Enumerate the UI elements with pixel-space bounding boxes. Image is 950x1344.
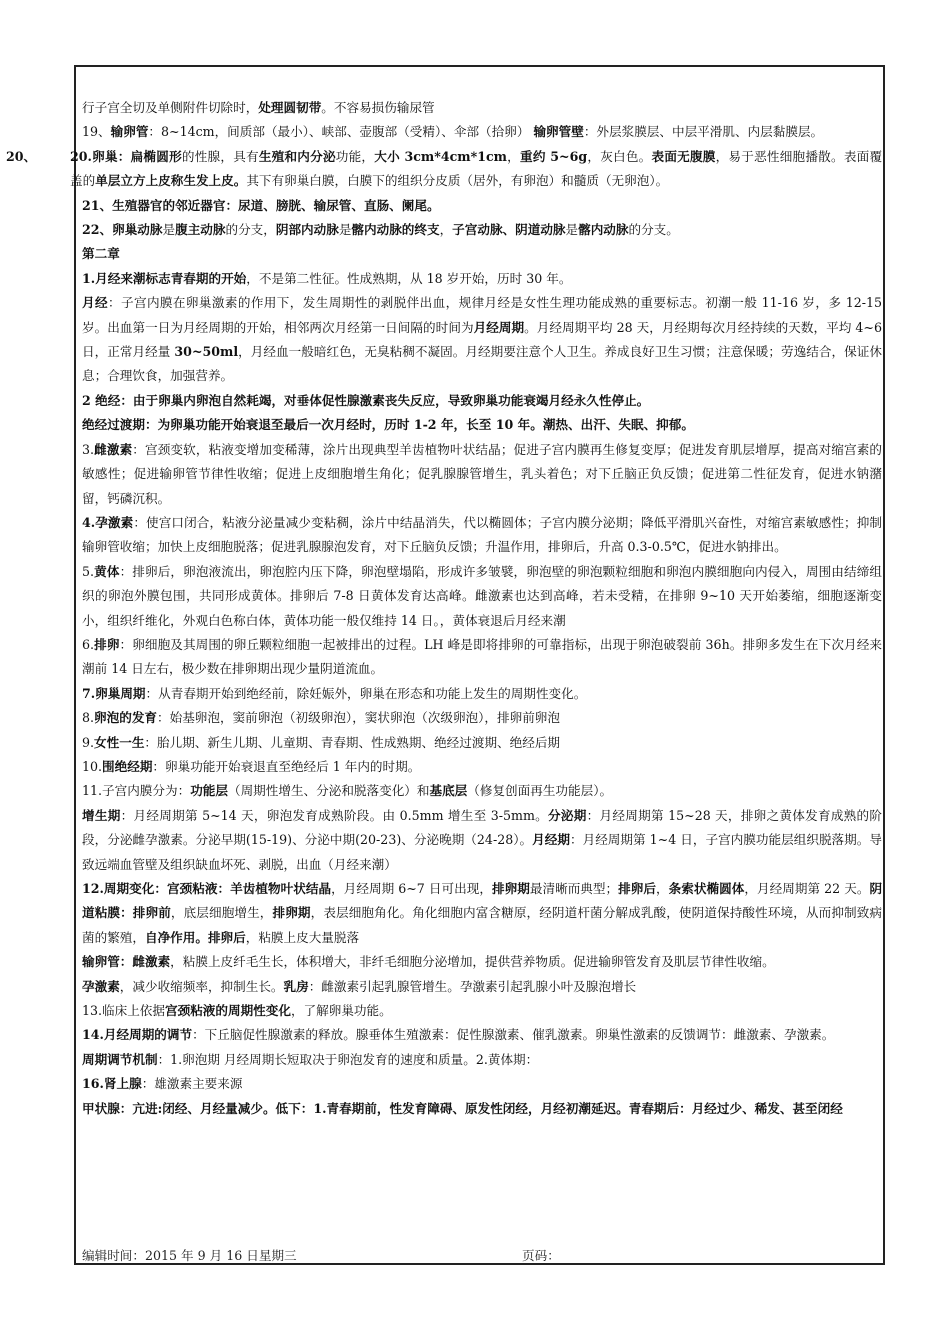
- section-number-20: 20、: [6, 148, 37, 164]
- paragraph-11-endometrium: 11.子宫内膜分为：功能层（周期性增生、分泌和脱落变化）和基底层（修复创面再生功能层）。: [82, 783, 613, 799]
- edit-time: 编辑时间：2015 年 9 月 16 日星期三: [82, 1248, 297, 1263]
- chapter-heading: 第二章: [82, 246, 120, 262]
- paragraph-7-ovarian-cycle: 7.卵巢周期：从青春期开始到绝经前，除妊娠外，卵巢在形态和功能上发生的周期性变化。: [82, 685, 587, 701]
- paragraph-regulation-mechanism: 周期调节机制：1.卵泡期 月经周期长短取决于卵泡发育的速度和质量。2.黄体期：: [82, 1051, 539, 1067]
- paragraph-1-menarche: 1.月经来潮标志青春期的开始，不是第二性征。性成熟期，从 18 岁开始，历时 30 年。: [82, 270, 572, 286]
- paragraph-proliferative-phase: 增生期：月经周期第 5~14 天，卵泡发育成熟阶段。由 0.5mm 增生至 3-5mm。分泌期：月经周期第 15~28 天，排卵之黄体发育成熟的阶段，分泌雌孕激素。分泌早期(15-19)、分泌中期(20-23)、分泌晚期（24-28）。月经期：月经周期第 1~4 日，子宫内膜功能层组织脱落期。导致远端血管壁及组织缺血坏死、剥脱，出血（月经来潮）: [82, 807, 883, 872]
- paragraph-14-cycle-regulation: 14.月经周期的调节：下丘脑促性腺激素的释放。腺垂体生殖激素：促性腺激素、催乳激素。卵巢性激素的反馈调节：雌激素、孕激素。: [82, 1027, 835, 1043]
- paragraph-12-cyclic-changes: 12.周期变化：宫颈粘液：羊齿植物叶状结晶，月经周期 6~7 日可出现，排卵期最清晰而典型；排卵后，条索状椭圆体，月经周期第 22 天。阴道粘膜：排卵前，底层细胞增生，排卵期，表层细胞角化。角化细胞内富含糖原，经阴道杆菌分解成乳酸，使阴道保持酸性环境，从而抑制致病菌的繁殖，自净作用。排卵后，粘膜上皮大量脱落: [82, 881, 883, 945]
- page-footer: [82, 1246, 560, 1266]
- paragraph-thyroid: 甲状腺：亢进:闭经、月经量减少。低下：1.青春期前，性发育障碍、原发性闭经，月经初潮延迟。青春期后：月经过少、稀发、甚至闭经: [82, 1100, 843, 1116]
- document-body: [6, 96, 883, 1121]
- paragraph-oviduct-estrogen: 输卵管：雌激素，粘膜上皮纤毛生长，体积增大，非纤毛细胞分泌增加，提供营养物质。促进输卵管发育及肌层节律性收缩。: [82, 954, 775, 970]
- paragraph-perimenopause-transition: 绝经过渡期：为卵巢功能开始衰退至最后一次月经时，历时 1-2 年，长至 10 年。潮热、出汗、失眠、抑郁。: [82, 417, 694, 433]
- paragraph-20-ovary: 20、 20.卵巢：扁椭圆形的性腺，具有生殖和内分泌功能，大小 3cm*4cm*1cm，重约 5~6g，灰白色。表面无腹膜，易于恶性细胞播散。表面覆盖的单层立方上皮称生发上皮。其下有卵巢白膜，白膜下的组织分皮质（居外，有卵泡）和髓质（无卵泡）。: [82, 145, 882, 194]
- paragraph-9-life-stages: 9.女性一生：胎儿期、新生儿期、儿童期、青春期、性成熟期、绝经过渡期、绝经后期: [82, 734, 560, 750]
- paragraph-8-follicle: 8.卵泡的发育：始基卵泡，窦前卵泡（初级卵泡），窦状卵泡（次级卵泡），排卵前卵泡: [82, 710, 560, 726]
- paragraph-19-oviduct: 19、输卵管：8~14cm，间质部（最小）、峡部、壶腹部（受精）、伞部（拾卵） 输卵管壁：外层浆膜层、中层平滑肌、内层黏膜层。: [82, 124, 824, 140]
- paragraph-16-adrenal: 16.肾上腺：雄激素主要来源: [82, 1076, 243, 1092]
- paragraph-3-estrogen: 3.雌激素：宫颈变软，粘液变增加变稀薄，涂片出现典型羊齿植物叶状结晶；促进子宫内膜再生修复变厚；促进发育肌层增厚，提高对缩宫素的敏感性；促进输卵管节律性收缩；促进上皮细胞增生角化；促乳腺腺管增生，乳头着色；对下丘脑正负反馈；促进第二性征发育，促进水钠潴留，钙磷沉积。: [82, 441, 883, 506]
- paragraph-10-perimenopause: 10.围绝经期：卵巢功能开始衰退直至绝经后 1 年内的时期。: [82, 758, 421, 774]
- paragraph-5-corpus-luteum: 5.黄体：排卵后，卵泡液流出，卵泡腔内压下降，卵泡壁塌陷，形成许多皱襞，卵泡壁的卵泡颗粒细胞和卵泡内膜细胞向内侵入，周围由结缔组织的卵泡外膜包围，共同形成黄体。排卵后 7-8 日黄体发育达高峰。雌激素也达到高峰，若未受精，在排卵 9~10 天开始萎缩，细胞逐渐变小，组织纤维化，外观白色称白体，黄体功能一般仅维持 14 日。，黄体衰退后月经来潮: [82, 563, 883, 628]
- paragraph-6-ovulation: 6.排卵：卵细胞及其周围的卵丘颗粒细胞一起被排出的过程。LH 峰是即将排卵的可靠指标，出现于卵泡破裂前 36h。排卵多发生在下次月经来潮前 14 日左右，极少数在排卵期出现少量阴道流血。: [82, 636, 882, 677]
- paragraph-22-arteries: 22、卵巢动脉是腹主动脉的分支，阴部内动脉是髂内动脉的终支，子宫动脉、阴道动脉是髂内动脉的分支。: [82, 222, 679, 238]
- paragraph-21-adjacent-organs: 21、生殖器官的邻近器官：尿道、膀胱、输尿管、直肠、阑尾。: [82, 197, 440, 213]
- paragraph-progesterone-breast: 孕激素，减少收缩频率，抑制生长。乳房：雌激素引起乳腺管增生。孕激素引起乳腺小叶及腺泡增长: [82, 978, 637, 994]
- paragraph-13-cervical-mucus: 13.临床上依据宫颈粘液的周期性变化，了解卵巢功能。: [82, 1003, 392, 1019]
- paragraph-4-progesterone: 4.孕激素：使宫口闭合，粘液分泌量减少变粘稠，涂片中结晶消失，代以椭圆体；子宫内膜分泌期；降低平滑肌兴奋性，对缩宫素敏感性；抑制输卵管收缩；加快上皮细胞脱落；促进乳腺腺泡发育，对下丘脑负反馈；升温作用，排卵后，升高 0.3-0.5℃，促进水钠排出。: [82, 514, 883, 555]
- paragraph-2-menopause: 2 绝经：由于卵巢内卵泡自然耗竭，对垂体促性腺激素丧失反应，导致卵巢功能衰竭月经永久性停止。: [82, 392, 650, 408]
- paragraph-round-ligament: 行子宫全切及单侧附件切除时，处理圆韧带。不容易损伤输尿管: [82, 100, 435, 115]
- page-number-label: 页码：: [522, 1248, 560, 1263]
- paragraph-menstruation: 月经：子宫内膜在卵巢激素的作用下，发生周期性的剥脱伴出血，规律月经是女性生理功能成熟的重要标志。初潮一般 11-16 岁，多 12-15 岁。出血第一日为月经周期的开始，相邻两次月经第一日间隔的时间为月经周期。月经周期平均 28 天，月经期每次月经持续的天数，平均 4~6 日，正常月经量 30~50ml，月经血一般暗红色，无臭粘稠不凝固。月经期要注意个人卫生。养成良好卫生习惯；注意保暖；劳逸结合，保证休息；合理饮食，加强营养。: [82, 295, 883, 384]
